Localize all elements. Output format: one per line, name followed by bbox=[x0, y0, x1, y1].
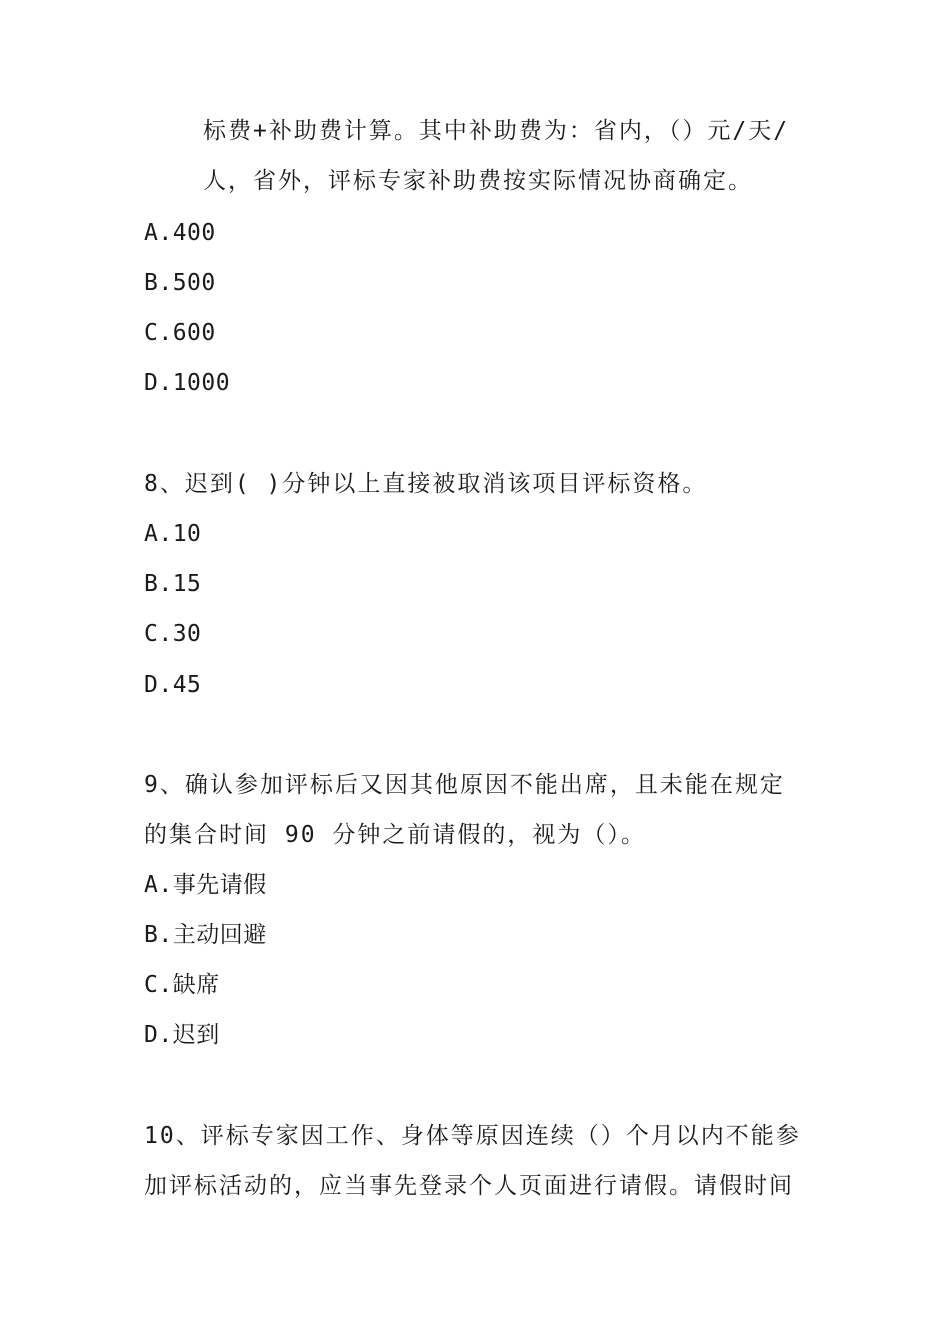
q9-stem-line-1: 9、确认参加评标后又因其他原因不能出席，且未能在规定 bbox=[144, 772, 785, 798]
q7-stem-line-1: 标费+补助费计算。其中补助费为：省内，（）元/天/ bbox=[203, 118, 790, 144]
q9-option-d: D.迟到 bbox=[144, 1022, 220, 1048]
q9-option-a: A.事先请假 bbox=[144, 872, 267, 898]
q10-stem-line-1: 10、评标专家因工作、身体等原因连续（）个月以内不能参 bbox=[144, 1123, 801, 1149]
q8-option-d: D.45 bbox=[144, 672, 202, 698]
q7-stem-line-2: 人，省外，评标专家补助费按实际情况协商确定。 bbox=[203, 168, 753, 194]
q9-option-c: C.缺席 bbox=[144, 972, 220, 998]
q8-stem: 8、迟到( )分钟以上直接被取消该项目评标资格。 bbox=[144, 471, 708, 497]
q9-stem-line-2: 的集合时间 90 分钟之前请假的，视为（）。 bbox=[144, 822, 646, 848]
q7-option-a: A.400 bbox=[144, 220, 216, 246]
q8-option-b: B.15 bbox=[144, 571, 202, 597]
q8-option-c: C.30 bbox=[144, 621, 202, 647]
q7-option-c: C.600 bbox=[144, 320, 216, 346]
q7-option-b: B.500 bbox=[144, 270, 216, 296]
q10-stem-line-2: 加评标活动的，应当事先登录个人页面进行请假。请假时间 bbox=[144, 1173, 794, 1199]
q9-option-b: B.主动回避 bbox=[144, 922, 267, 948]
q7-option-d: D.1000 bbox=[144, 370, 231, 396]
q8-option-a: A.10 bbox=[144, 521, 202, 547]
